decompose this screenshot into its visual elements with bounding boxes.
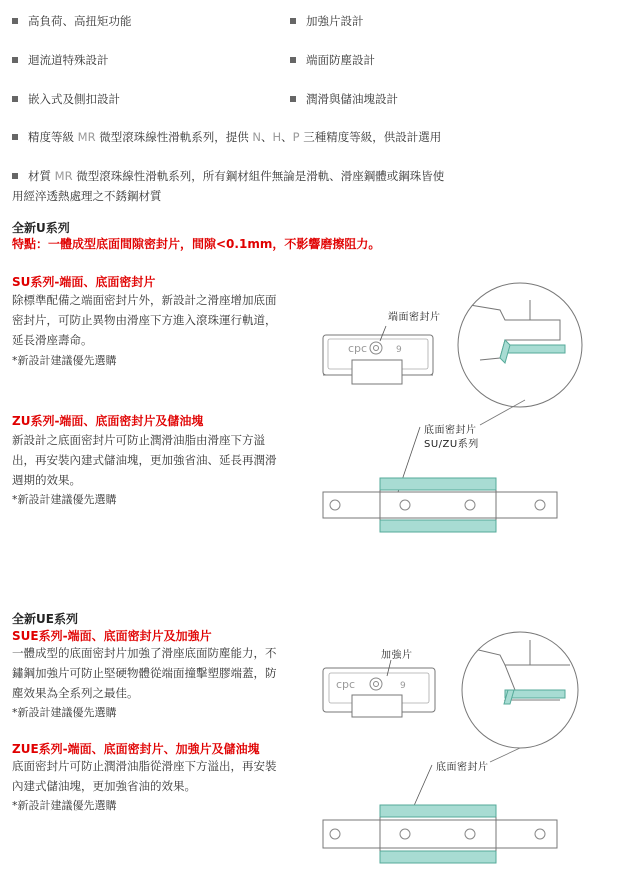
feature-text: 迴流道特殊設計 <box>28 53 109 67</box>
series-label: SU/ZU系列 <box>424 439 479 450</box>
rail-top-view-ue <box>323 805 557 863</box>
feature-text: 嵌入式及側扣設計 <box>28 92 120 106</box>
u-series-feature: 特點：一體成型底面間隙密封片，間隙<0.1mm，不影響磨擦阻力。 <box>12 237 381 251</box>
zue-description: 底面密封片可防止潤滑油脂從滑座下方溢出，再安裝 內建式儲油塊，更加強省油的效果。 <box>12 759 277 793</box>
feature-text: 加強片設計 <box>306 14 364 28</box>
sue-description: 一體成型的底面密封片加強了滑座底面防塵能力，不 鏽鋼加強片可防止堅硬物體從端面撞擊塑膠端蓋，防 塵效果為全系列之最佳。 <box>12 646 277 700</box>
cpc-logo-ue: cpc <box>336 678 356 691</box>
feature-text: 潤滑與儲油塊設計 <box>306 92 398 106</box>
material-text: 材質 MR 微型滾珠線性滑軌系列，所有鋼材組件無論是滑軌、滑座鋼體或鋼珠皆使 <box>28 169 445 183</box>
end-seal-label: 端面密封片 <box>388 312 441 323</box>
su-description: 除標準配備之端面密封片外，新設計之滑座增加底面 密封片，可防止異物由滑座下方進入滾珠運行軌道， 延長滑座壽命。 <box>12 293 277 347</box>
reinforcement-label: 加強片 <box>381 650 413 661</box>
precision-text: 精度等級 MR 微型滾珠線性滑軌系列，提供 N、H、P 三種精度等級，供設計選用 <box>28 130 442 144</box>
material-text-line2: 用經淬透熱處理之不銹鋼材質 <box>12 189 162 203</box>
bottom-seal-label-ue: 底面密封片 <box>436 762 489 773</box>
zue-title: ZUE系列-端面、底面密封片、加強片及儲油塊 <box>12 742 260 756</box>
u-series-title: 全新U系列 <box>12 221 70 235</box>
su-note: *新設計建議優先選購 <box>12 354 117 367</box>
feature-text: 端面防塵設計 <box>306 53 375 67</box>
feature-text: 高負荷、高扭矩功能 <box>28 14 132 28</box>
zu-note: *新設計建議優先選購 <box>12 493 117 506</box>
reinforcement-detail-view <box>462 632 578 748</box>
zu-title: ZU系列-端面、底面密封片及儲油塊 <box>12 414 204 428</box>
svg-text:9: 9 <box>396 345 402 355</box>
ue-series-title: 全新UE系列 <box>12 612 78 626</box>
svg-text:9: 9 <box>400 681 406 691</box>
zu-description: 新設計之底面密封片可防止潤滑油脂由滑座下方溢 出，再安裝內建式儲油塊，更加強省油、延長再潤滑 週期的效果。 <box>12 433 277 487</box>
slider-front-view-ue <box>323 660 435 717</box>
sue-note: *新設計建議優先選購 <box>12 706 117 719</box>
zue-note: *新設計建議優先選購 <box>12 799 117 812</box>
sue-title: SUE系列-端面、底面密封片及加強片 <box>12 629 212 643</box>
su-title: SU系列-端面、底面密封片 <box>12 275 156 289</box>
cpc-logo: cpc <box>348 342 368 355</box>
bottom-seal-label: 底面密封片 <box>424 425 477 436</box>
